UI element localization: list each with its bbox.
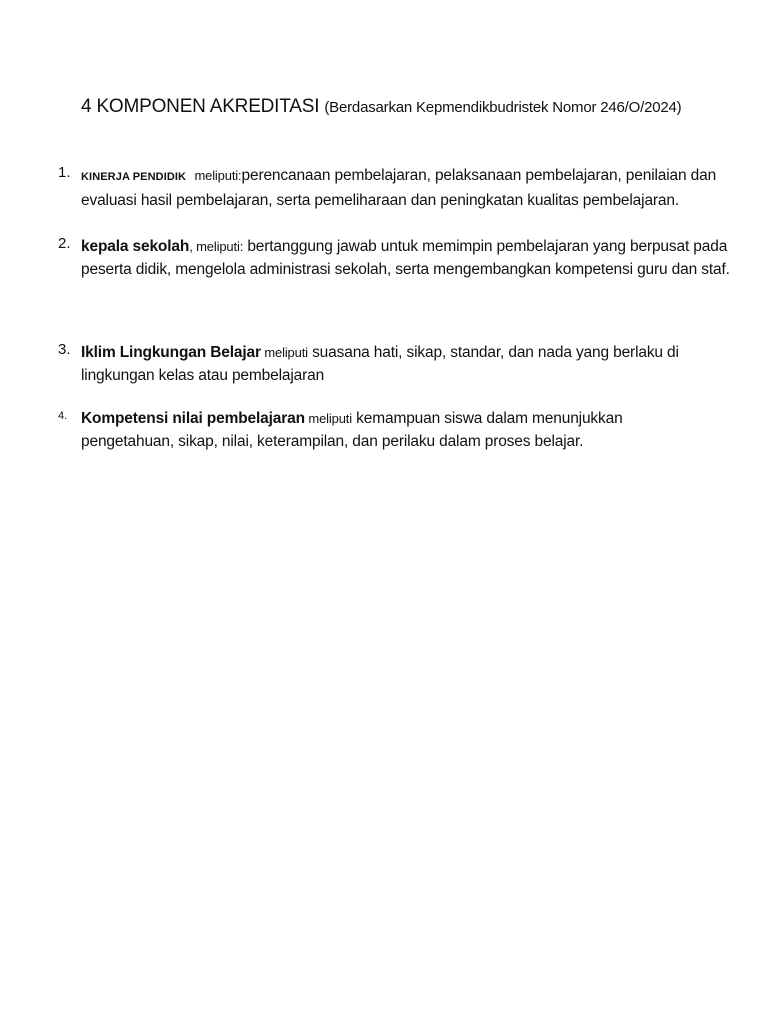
list-item-term: kepala sekolah	[81, 238, 190, 255]
list-item-description: kemampuan siswa dalam menunjukkan pengetahuan, sikap, nilai, keterampilan, dan perilaku dalam proses belajar.	[81, 410, 623, 450]
list-item	[58, 164, 758, 212]
list-item-text	[81, 164, 758, 212]
list-item-term: Kompetensi nilai pembelajaran	[81, 410, 305, 427]
list-item-description: bertanggung jawab untuk memimpin pembelajaran yang berpusat pada peserta didik, mengelola administrasi sekolah, serta mengembangkan kompetensi guru dan staf.	[81, 238, 730, 278]
list-item-text	[81, 235, 741, 281]
title-main: 4 KOMPONEN AKREDITASI	[81, 96, 320, 117]
list-number: 4.	[58, 410, 68, 422]
list-number: 2.	[58, 235, 71, 252]
list-number: 1.	[58, 164, 71, 181]
list-item-text	[81, 341, 731, 387]
list-item-text	[81, 407, 701, 453]
list-item-description: perencanaan pembelajaran, pelaksanaan pembelajaran, penilaian dan evaluasi hasil pembelajaran, serta pemeliharaan dan peningkatan kualitas pembelajaran.	[81, 167, 717, 209]
list-item-term: Iklim Lingkungan Belajar	[81, 344, 261, 361]
list-number: 3.	[58, 341, 71, 358]
document-title	[81, 96, 681, 118]
list-item-connector: meliputi	[304, 411, 352, 426]
list-item	[58, 235, 758, 281]
list-item-connector: meliputi:	[194, 168, 242, 183]
list-item-description: suasana hati, sikap, standar, dan nada yang berlaku di lingkungan kelas atau pembelajaran	[81, 344, 679, 384]
list-item	[58, 341, 758, 387]
list-item-connector: meliputi	[260, 345, 308, 360]
title-subtitle: (Berdasarkan Kepmendikbudristek Nomor 246/O/2024)	[324, 99, 682, 116]
list-item	[58, 407, 758, 453]
list-item-connector: , meliputi:	[189, 239, 244, 254]
list-item-term: KINERJA PENDIDIK	[81, 171, 187, 183]
